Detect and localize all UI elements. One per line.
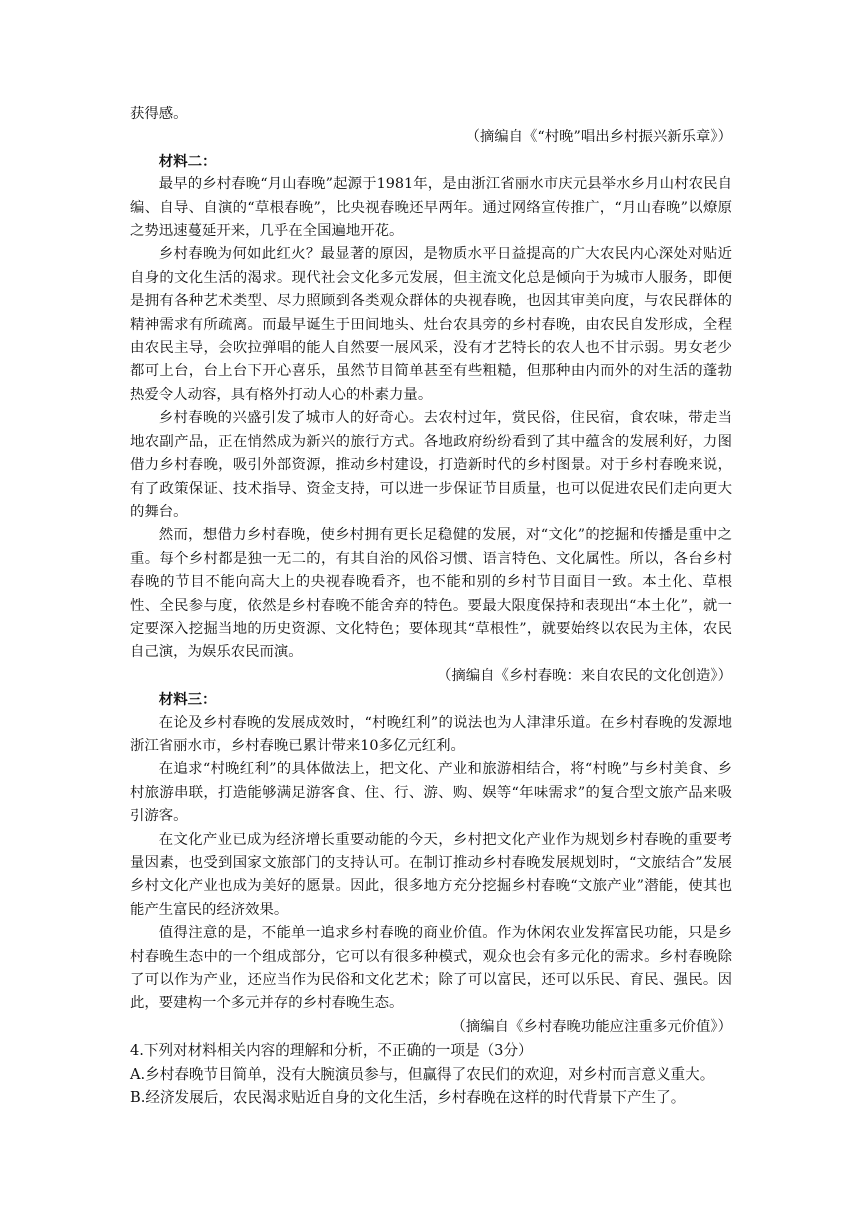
- source-3: （摘编自《乡村春晚功能应注重多元价值》）: [451, 1018, 732, 1035]
- source-1: （摘编自《“村晚”唱出乡村振兴新乐章》）: [465, 129, 732, 146]
- option-b: B.经济发展后，农民渴求贴近自身的文化生活，乡村春晚在这样的时代背景下产生了。: [130, 1089, 686, 1107]
- material-2-paragraph: 然而，想借力乡村春晚，使乡村拥有更长足稳健的发展，对“文化”的挖掘和传播是重中之重。每个乡村都是独一无二的，有其自治的风俗习惯、语言特色、文化属性。所以，各台乡村春晚的节目不能向高大上的央视春晚看齐，也不能和别的乡村节目面目一致。本土化、草根性、全民参与度，依然是乡村春晚不能舍弃的特色。要最大限度保持和表现出“本土化”，就一定要深入挖掘当地的历史资源、文化特色；要体现其“草根性”，就要始终以农民为主体，农民自己演，为娱乐农民而演。: [130, 527, 732, 661]
- material-3-heading: 材料三：: [158, 691, 217, 709]
- material-2-heading: 材料二：: [158, 152, 217, 170]
- question-stem: 4.下列对材料相关内容的理解和分析，不正确的一项是（3分）: [130, 1042, 533, 1060]
- material-2-paragraph: 乡村春晚的兴盛引发了城市人的好奇心。去农村过年，赏民俗，住民宿，食农味，带走当地农副产品，正在悄然成为新兴的旅行方式。各地政府纷纷看到了其中蕴含的发展利好，力图借力乡村春晚，吸引外部资源，推动乡村建设，打造新时代的乡村图景。对于乡村春晚来说，有了政策保证、技术指导、资金支持，可以进一步保证节目质量，也可以促进农民们走向更大的舞台。: [130, 410, 732, 520]
- intro-tail: 获得感。: [130, 106, 188, 122]
- material-3-paragraph: 在论及乡村春晚的发展成效时，“村晚红利”的说法也为人津津乐道。在乡村春晚的发源地浙江省丽水市，乡村春晚已累计带来10多亿元红利。: [130, 714, 732, 754]
- document-page: [130, 103, 732, 1110]
- material-3-paragraph: 值得注意的是，不能单一追求乡村春晚的商业价值。作为休闲农业发挥富民功能，只是乡村春晚生态中的一个组成部分，它可以有很多种模式，观众也会有多元化的需求。乡村春晚除了可以作为产业，还应当作为民俗和文化艺术；除了可以富民，还可以乐民、育民、强民。因此，要建构一个多元并存的乡村春晚生态。: [130, 925, 732, 1012]
- option-a: A.乡村春晚节目简单，没有大腕演员参与，但赢得了农民们的欢迎，对乡村而言意义重大。: [130, 1065, 715, 1083]
- source-2: （摘编自《乡村春晚：来自农民的文化创造》）: [436, 667, 732, 684]
- material-3-paragraph: 在文化产业已成为经济增长重要动能的今天，乡村把文化产业作为规划乡村春晚的重要考量因素，也受到国家文旅部门的支持认可。在制订推动乡村春晚发展规划时，“文旅结合”发展乡村文化产业也成为美好的愿景。因此，很多地方充分挖掘乡村春晚“文旅产业”潜能，使其也能产生富民的经济效果。: [130, 831, 732, 918]
- material-2-paragraph: 最早的乡村春晚“月山春晚”起源于1981年，是由浙江省丽水市庆元县举水乡月山村农民自编、自导、自演的“草根春晚”，比央视春晚还早两年。通过网络宣传推广，“月山春晚”以燎原之势迅速蔓延开来，几乎在全国遍地开花。: [130, 176, 732, 240]
- material-2-paragraph: 乡村春晚为何如此红火？最显著的原因，是物质水平日益提高的广大农民内心深处对贴近自身的文化生活的渴求。现代社会文化多元发展，但主流文化总是倾向于为城市人服务，即便是拥有各种艺术类型、尽力照顾到各类观众群体的央视春晚，也因其审美向度，与农民群体的精神需求有所疏离。而最早诞生于田间地头、灶台农具旁的乡村春晚，由农民自发形成，全程由农民主导，会吹拉弹唱的能人自然要一展风采，没有才艺特长的农人也不甘示弱。男女老少都可上台，台上台下开心喜乐，虽然节目简单甚至有些粗糙，但那种由内而外的对生活的蓬勃热爱令人动容，具有格外打动人心的朴素力量。: [130, 246, 732, 403]
- material-3-paragraph: 在追求“村晚红利”的具体做法上，把文化、产业和旅游相结合，将“村晚”与乡村美食、乡村旅游串联，打造能够满足游客食、住、行、游、购、娱等“年味需求”的复合型文旅产品来吸引游客。: [130, 761, 732, 825]
